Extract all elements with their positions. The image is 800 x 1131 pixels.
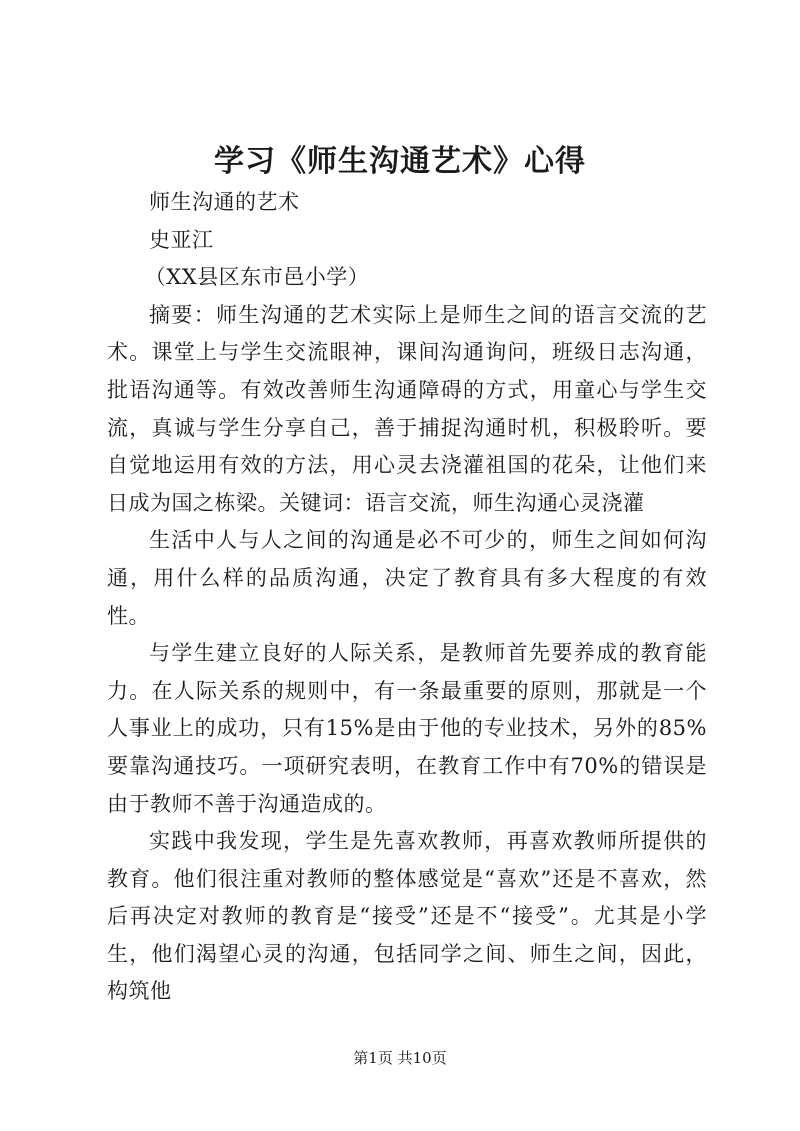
document-subtitle: 师生沟通的艺术 <box>149 190 300 214</box>
body-paragraph: 生活中人与人之间的沟通是必不可少的，师生之间如何沟通，用什么样的品质沟通，决定了教育具有多大程度的有效性。 <box>107 528 707 628</box>
document-title: 学习《师生沟通艺术》心得 <box>214 144 586 179</box>
document-author: 史亚江 <box>149 227 214 252</box>
body-paragraph: 实践中我发现，学生是先喜欢教师，再喜欢教师所提供的教育。他们很注重对教师的整体感觉是“喜欢”还是不喜欢，然后再决定对教师的教育是“接受”还是不“接受”。尤其是小学生，他们渴望心灵的沟通，包括同学之间、师生之间，因此，构筑他 <box>107 829 707 1004</box>
document-affiliation: （XX县区东市邑小学） <box>144 265 370 290</box>
page-number-footer: 第1页 共10页 <box>353 1049 447 1067</box>
document-body <box>107 184 707 1011</box>
body-paragraph: 与学生建立良好的人际关系，是教师首先要养成的教育能力。在人际关系的规则中，有一条最重要的原则，那就是一个人事业上的成功，只有15%是由于他的专业技术，另外的85%要靠沟通技巧。一项研究表明，在教育工作中有70%的错误是由于教师不善于沟通造成的。 <box>107 641 707 816</box>
abstract-paragraph: 摘要：师生沟通的艺术实际上是师生之间的语言交流的艺术。课堂上与学生交流眼神，课间沟通询问，班级日志沟通，批语沟通等。有效改善师生沟通障碍的方式，用童心与学生交流，真诚与学生分享自己，善于捕捉沟通时机，积极聆听。要自觉地运用有效的方法，用心灵去浇灌祖国的花朵，让他们来日成为国之栋梁。关键词：语言交流，师生沟通心灵浇灌 <box>107 302 707 515</box>
